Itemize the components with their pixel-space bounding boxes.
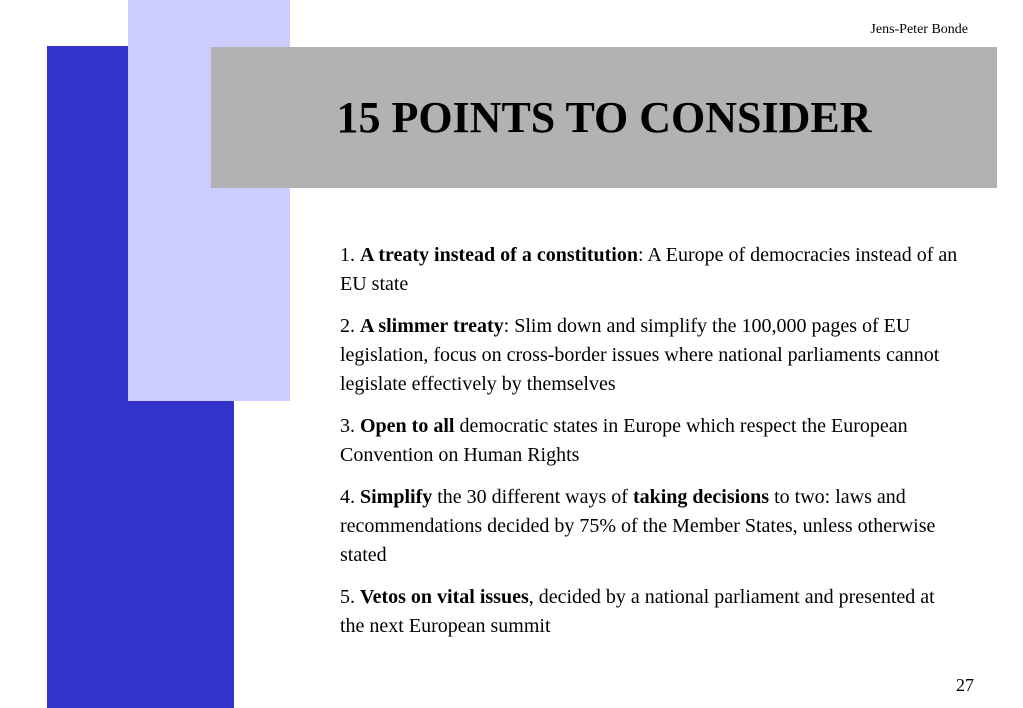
point-emphasis: Open to all [360, 415, 455, 437]
point-item [340, 312, 960, 399]
points-list [340, 241, 960, 654]
point-text: : Slim down and simplify the 100,000 pages of EU legislation, focus on cross-border issues where national parliaments cannot legislate effectively by themselves [340, 315, 940, 395]
point-emphasis: A slimmer treaty [360, 315, 504, 337]
point-text: , decided by a national parliament and presented at the next European summit [340, 586, 935, 637]
point-number: 2. [340, 315, 355, 337]
slide-title: 15 POINTS TO CONSIDER [336, 93, 872, 142]
point-item [340, 483, 960, 570]
point-item [340, 241, 960, 299]
point-emphasis: A treaty instead of a constitution [360, 244, 638, 266]
author-name: Jens-Peter Bonde [870, 22, 968, 37]
point-emphasis: Vetos on vital issues [360, 586, 529, 608]
point-number: 1. [340, 244, 355, 266]
page-number: 27 [956, 675, 974, 695]
point-text: democratic states in Europe which respect the European Convention on Human Rights [340, 415, 908, 466]
point-number: 5. [340, 586, 355, 608]
point-text: the 30 different ways of [432, 486, 633, 508]
point-emphasis: taking decisions [632, 486, 770, 508]
point-item [340, 583, 960, 641]
point-text: to two: laws and recommendations decided by 75% of the Member States, unless otherwise stated [340, 486, 936, 566]
point-number: 3. [340, 415, 355, 437]
title-band [211, 47, 997, 188]
point-emphasis: Simplify [360, 486, 433, 508]
point-text: : A Europe of democracies instead of an EU state [340, 244, 958, 295]
point-number: 4. [340, 486, 355, 508]
point-item [340, 412, 960, 470]
